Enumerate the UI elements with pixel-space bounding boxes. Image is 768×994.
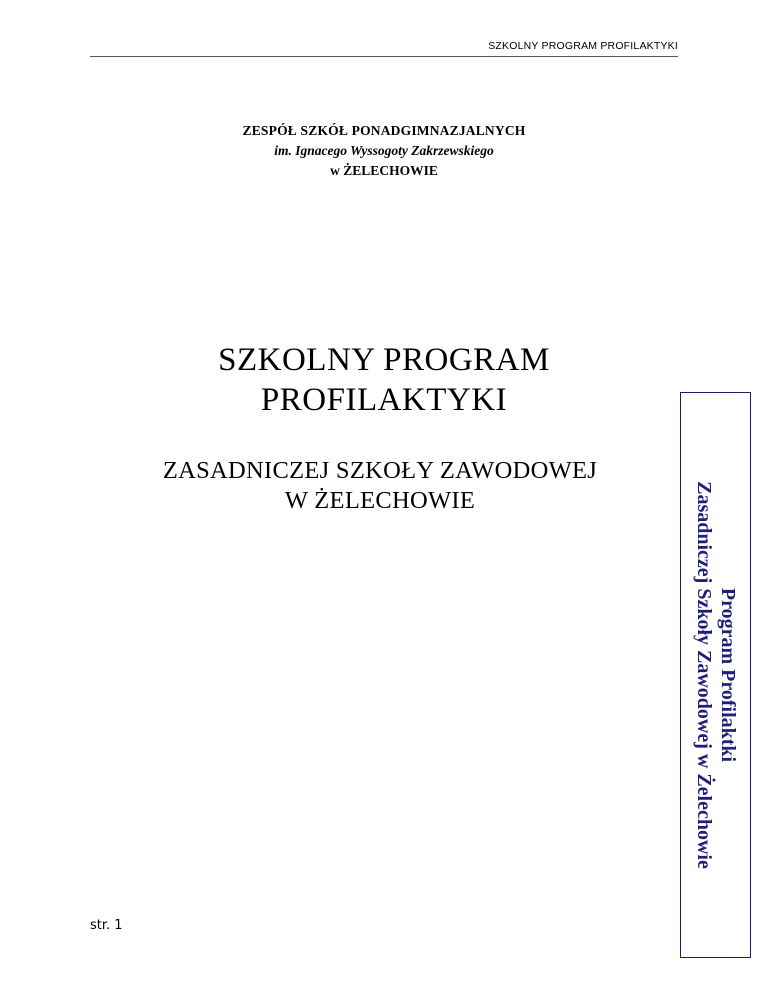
document-title-line-1: SZKOLNY PROGRAM (218, 342, 550, 378)
document-title-line-2: PROFILAKTYKI (260, 382, 508, 418)
document-title (90, 340, 678, 420)
document-subtitle-line-1: ZASADNICZEJ SZKOŁY ZAWODOWEJ (162, 457, 598, 484)
side-tab-text (692, 392, 740, 958)
page-number: str. 1 (90, 918, 123, 933)
side-tab (680, 392, 751, 958)
document-subtitle-line-2: W ŻELECHOWIE (284, 487, 476, 514)
document-subtitle (80, 456, 680, 516)
side-tab-line-1: Program Profilaktki (716, 587, 739, 763)
running-header: SZKOLNY PROGRAM PROFILAKTYKI (488, 40, 678, 52)
school-patron: im. Ignacego Wyssogoty Zakrzewskiego (274, 143, 494, 158)
school-block (90, 121, 678, 181)
header-rule (90, 56, 678, 57)
school-name: ZESPÓŁ SZKÓŁ PONADGIMNAZJALNYCH (242, 123, 526, 138)
side-tab-line-2: Zasadniczej Szkoły Zawodowej w Żelechowie (692, 481, 715, 869)
school-town: w ŻELECHOWIE (330, 163, 438, 178)
